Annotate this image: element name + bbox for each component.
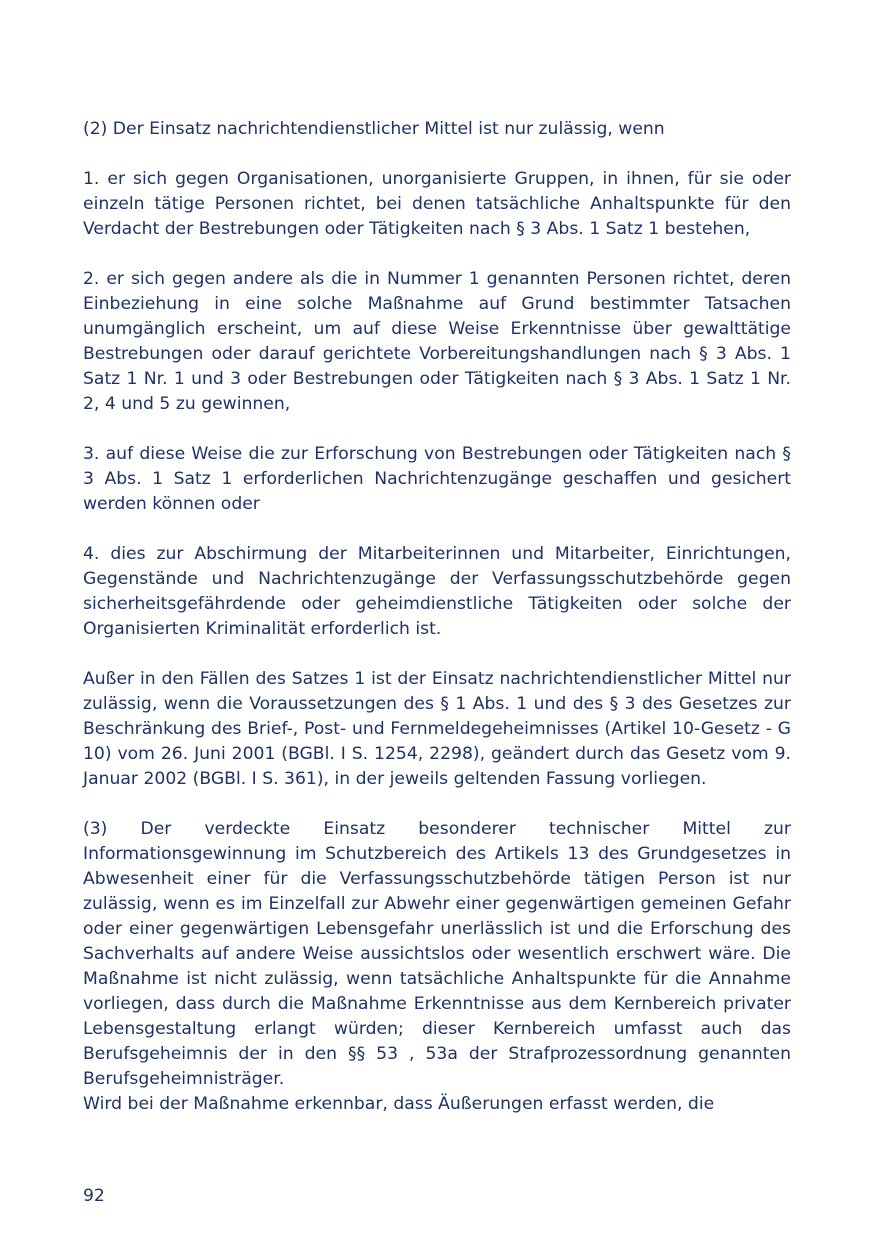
paragraph-3-continued: Wird bei der Maßnahme erkennbar, dass Äußerungen erfasst werden, die: [83, 1094, 715, 1114]
paragraph-3: (3) Der verdeckte Einsatz besonderer technischer Mittel zur Informationsgewinnung im Schutzbereich des Artikels 13 des Grundgesetzes in Abwesenheit einer für die Verfassungsschutzbehörde tätigen Person ist nur zulässig, wenn es im Einzelfall zur Abwehr einer gegenwärtigen gemeinen Gefahr oder einer gegenwärtigen Lebensgefahr unerlässlich ist und die Erforschung des Sachverhalts auf andere Weise aussichtslos oder wesentlich erschwert wäre. Die Maßnahme ist nicht zulässig, wenn tatsächliche Anhaltspunkte für die Annahme vorliegen, dass durch die Maßnahme Erkenntnisse aus dem Kernbereich privater Lebensgestaltung erlangt würden; dieser Kernbereich umfasst auch das Berufsgeheimnis der in den §§ 53 , 53a der Strafprozessordnung genannten Berufsgeheimnisträger.: [83, 819, 791, 1089]
list-item-4: 4. dies zur Abschirmung der Mitarbeiterinnen und Mitarbeiter, Einrichtungen, Gegenstände und Nachrichtenzugänge der Verfassungsschutzbehörde gegen sicherheitsgefährdende oder geheimdienstliche Tätigkeiten oder solche der Organisierten Kriminalität erforderlich ist.: [83, 544, 791, 639]
paragraph-2-intro: (2) Der Einsatz nachrichtendienstlicher Mittel ist nur zulässig, wenn: [83, 119, 665, 139]
list-item-1: 1. er sich gegen Organisationen, unorganisierte Gruppen, in ihnen, für sie oder einzeln tätige Personen richtet, bei denen tatsächliche Anhaltspunkte für den Verdacht der Bestrebungen oder Tätigkeiten nach § 3 Abs. 1 Satz 1 bestehen,: [83, 169, 791, 239]
document-body: [83, 117, 791, 1117]
paragraph-sentence-2: Außer in den Fällen des Satzes 1 ist der Einsatz nachrichtendienstlicher Mittel nur zulässig, wenn die Voraussetzungen des § 1 Abs. 1 und des § 3 des Gesetzes zur Beschränkung des Brief-, Post- und Fernmeldegeheimnisses (Artikel 10-Gesetz - G 10) vom 26. Juni 2001 (BGBl. I S. 1254, 2298), geändert durch das Gesetz vom 9. Januar 2002 (BGBl. I S. 361), in der jeweils geltenden Fassung vorliegen.: [83, 669, 791, 789]
list-item-3: 3. auf diese Weise die zur Erforschung von Bestrebungen oder Tätigkeiten nach § 3 Abs. 1 Satz 1 erforderlichen Nachrichtenzugänge geschaffen und gesichert werden können oder: [83, 444, 791, 514]
list-item-2: 2. er sich gegen andere als die in Nummer 1 genannten Personen richtet, deren Einbeziehung in eine solche Maßnahme auf Grund bestimmter Tatsachen unumgänglich erscheint, um auf diese Weise Erkenntnisse über gewalttätige Bestrebungen oder darauf gerichtete Vorbereitungshandlungen nach § 3 Abs. 1 Satz 1 Nr. 1 und 3 oder Bestrebungen oder Tätigkeiten nach § 3 Abs. 1 Satz 1 Nr. 2, 4 und 5 zu gewinnen,: [83, 269, 791, 414]
page-number: 92: [83, 1186, 105, 1206]
